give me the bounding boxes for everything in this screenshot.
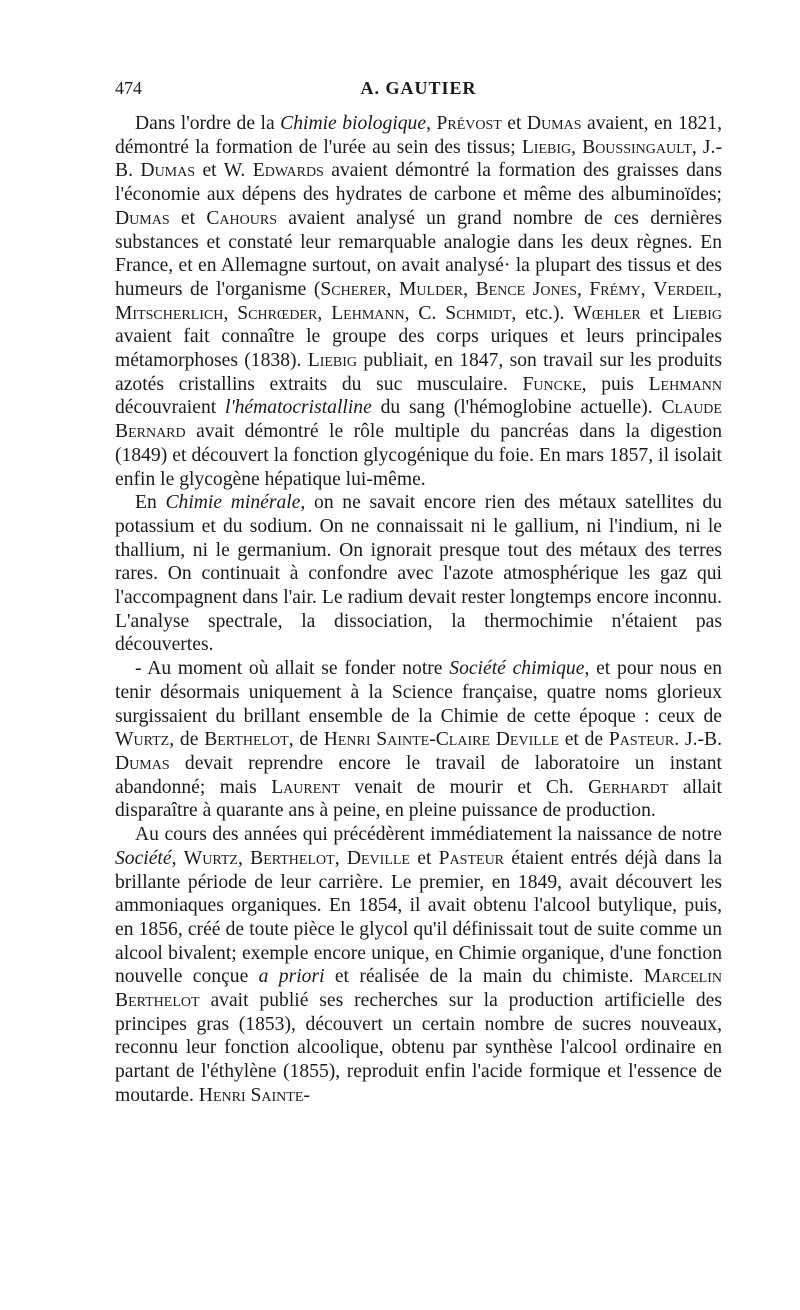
- text-run: , et pour nous en tenir désormais uniquement à la Science française, quatre noms glorieux surgissaient du brillant ensemble de la Chimie de cette époque : ceux de: [115, 658, 722, 727]
- text-run: ,: [237, 847, 251, 869]
- text-run: ,: [640, 278, 654, 300]
- author-name: Mitscherlich: [115, 302, 224, 324]
- text-run: et de: [558, 729, 609, 751]
- text-run: ,: [571, 136, 583, 158]
- author-name: Schmidt: [445, 302, 512, 324]
- author-name: Schrœder: [237, 302, 318, 324]
- text-run: et W.: [195, 160, 253, 182]
- paragraph: [115, 657, 722, 823]
- text-run: et: [169, 207, 207, 229]
- body-text: [115, 112, 722, 1108]
- text-run: et: [501, 113, 527, 134]
- running-head: A. GAUTIER: [360, 78, 477, 98]
- text-run: étaient entrés déjà dans la brillante période de leur carrière. Le premier, en 1849, avait découvert les ammoniaques organiques. En 1854, il avait obtenu l'alcool butylique, puis, en 1856, créé de toute pièce le glycol qu'il définissait tout de suite comme un alcool bivalent; exemple encore unique, en Chimie organique, d'une fonction nouvelle conçue: [115, 847, 723, 988]
- text-run: , de: [169, 729, 205, 751]
- author-name: Pasteur: [608, 729, 675, 751]
- text-run: ,: [576, 278, 590, 300]
- author-name: Liebig: [521, 136, 572, 158]
- text-run: avaient démontré la formation des graisses dans l'économie aux dépens des hydrates de carbone et même des albuminoïdes;: [115, 160, 722, 206]
- author-name: Laurent: [271, 776, 340, 798]
- author-name: Cahours: [206, 207, 277, 229]
- italic-term: a priori: [258, 966, 325, 988]
- author-name: Berthelot: [204, 729, 289, 751]
- author-name: Henri Sainte-Claire Deville: [323, 729, 559, 751]
- text-run: - Au moment où allait se fonder notre: [135, 658, 450, 680]
- author-name: Frémy: [589, 278, 641, 300]
- text-run: , etc.).: [511, 302, 574, 324]
- author-name: Claude Bernard: [115, 397, 722, 443]
- text-run: Au cours des années qui précédèrent immédiatement la naissance de notre: [135, 824, 722, 846]
- author-name: Dumas: [140, 160, 196, 182]
- paragraph: [115, 491, 722, 657]
- author-name: Wurtz: [183, 847, 238, 869]
- text-run: ,: [463, 278, 476, 300]
- author-name: Liebig: [672, 302, 723, 324]
- author-name: Scherer: [320, 278, 387, 300]
- author-name: Pasteur: [438, 847, 505, 869]
- author-name: Dumas: [526, 113, 582, 134]
- text-run: ,: [223, 302, 238, 324]
- author-name: Dumas: [115, 207, 170, 229]
- author-name: Deville: [346, 847, 410, 869]
- author-name: Henri Sainte-: [198, 1084, 310, 1106]
- text-run: Dans l'ordre de la: [135, 113, 281, 134]
- text-run: et réalisée de la main du chimiste.: [324, 966, 644, 988]
- author-name: Wurtz: [115, 729, 170, 751]
- author-name: Gerhardt: [588, 776, 669, 798]
- text-run: allait disparaître à quarante ans à peine, en pleine puissance de production.: [115, 776, 722, 822]
- author-name: Wœhler: [573, 302, 641, 324]
- text-run: , puis: [581, 373, 649, 395]
- page-number: 474: [115, 78, 142, 98]
- author-name: Berthelot: [250, 847, 335, 869]
- author-name: Prévost: [436, 113, 502, 134]
- text-run: découvraient: [115, 397, 225, 419]
- italic-term: Société chimique: [449, 658, 585, 680]
- text-run: avaient fait connaître le groupe des corps uriques et leurs principales métamorphoses (1838).: [115, 326, 722, 372]
- text-run: et: [410, 847, 439, 869]
- text-run: En: [135, 492, 166, 514]
- italic-term: Chimie minérale: [165, 492, 301, 514]
- author-name: Verdeil: [653, 278, 718, 300]
- author-name: Dumas: [115, 752, 170, 774]
- text-run: ,: [171, 847, 184, 869]
- text-run: venait de mourir et Ch.: [339, 776, 589, 798]
- text-run: avaient analysé un grand nombre de ces dernières substances et constaté leur remarquable analogie dans les deux règnes. En France, et en Allemagne surtout, on avait analysé· la plupart des tissus et des humeurs de l'organisme (: [115, 207, 723, 300]
- italic-term: Société: [115, 847, 172, 869]
- text-run: . J.-B.: [674, 729, 722, 751]
- page-header: [115, 78, 722, 104]
- text-run: devait reprendre encore le travail de laboratoire un instant abandonné; mais: [115, 752, 722, 798]
- italic-term: l'hématocristalline: [225, 397, 372, 419]
- paragraph: [115, 112, 722, 491]
- text-run: ,: [317, 302, 332, 324]
- author-name: Boussingault: [582, 136, 692, 158]
- author-name: Funcke: [522, 373, 582, 395]
- text-run: ,: [717, 278, 723, 300]
- text-run: du sang (l'hémoglobine actuelle).: [371, 397, 662, 419]
- text-run: , de: [288, 729, 324, 751]
- author-name: Marcelin Berthelot: [115, 966, 722, 1012]
- text-run: , J.-B.: [115, 136, 722, 182]
- author-name: Mulder: [399, 278, 464, 300]
- italic-term: Chimie biologique: [280, 113, 427, 134]
- author-name: Bence Jones: [475, 278, 577, 300]
- text-run: et: [640, 302, 673, 324]
- text-run: avaient, en 1821, démontré la formation de l'urée au sein des tissus;: [115, 113, 723, 158]
- author-name: Liebig: [307, 350, 358, 372]
- text-run: ,: [334, 847, 347, 869]
- text-run: publiait, en 1847, son travail sur les produits azotés cristallins extraits du suc musculaire.: [115, 350, 722, 395]
- text-run: avait démontré le rôle multiple du pancréas dans la digestion (1849) et découvert la fonction glycogénique du foie. En mars 1857, il isolait enfin le glycogène hépatique lui-même.: [115, 421, 722, 490]
- author-name: Lehmann: [648, 373, 722, 395]
- text-run: avait publié ses recherches sur la production artificielle des principes gras (1853), découvert un certain nombre de sucres nouveaux, reconnu leur fonction alcoolique, obtenu par synthèse l'alcool ordinaire en partant de l'éthylène (1855), reproduit enfin l'acide formique et l'essence de moutarde.: [115, 990, 722, 1106]
- text-run: ,: [386, 278, 399, 300]
- text-run: , on ne savait encore rien des métaux satellites du potassium et du sodium. On ne connaissait ni le gallium, ni l'indium, ni le thallium, ni le germanium. On ignorait presque tout des métaux des terres rares. On continuait à confondre avec l'azote atmosphérique les gaz qui l'accompagnent dans l'air. Le radium devait rester longtemps encore inconnu. L'analyse spectrale, la dissociation, la thermochimie n'étaient pas découvertes.: [115, 492, 722, 656]
- author-name: Lehmann: [331, 302, 405, 324]
- paragraph: [115, 823, 722, 1107]
- text-run: , C.: [404, 302, 446, 324]
- text-run: ,: [426, 113, 437, 134]
- author-name: Edwards: [252, 160, 324, 182]
